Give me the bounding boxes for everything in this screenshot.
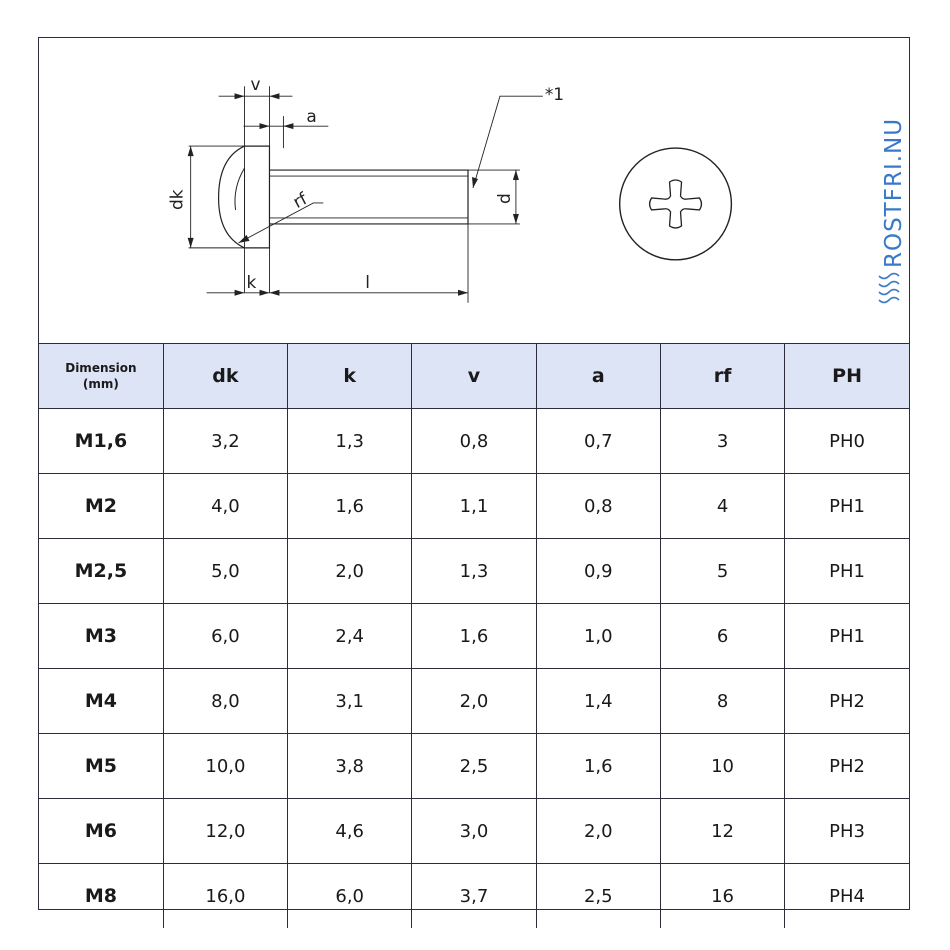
cell-dk: 8,0 — [163, 669, 287, 734]
header-a: a — [536, 344, 660, 409]
cell-ph: PH1 — [785, 604, 909, 669]
rf-leader — [239, 203, 324, 243]
cell-k: 1,6 — [288, 474, 412, 539]
cell-v: 0,8 — [412, 409, 536, 474]
table-row — [39, 864, 909, 929]
cell-k: 2,4 — [288, 604, 412, 669]
cell-rf: 6 — [660, 604, 784, 669]
table-row — [39, 669, 909, 734]
row-size: M6 — [39, 799, 163, 864]
cell-a: 1,0 — [536, 604, 660, 669]
screw-technical-drawing — [39, 38, 909, 343]
cell-dk: 3,2 — [163, 409, 287, 474]
cell-rf: 5 — [660, 539, 784, 604]
dim-line-dk — [189, 146, 245, 248]
table-row — [39, 734, 909, 799]
header-k: k — [288, 344, 412, 409]
cell-rf: 12 — [660, 799, 784, 864]
cell-dk: 6,0 — [163, 604, 287, 669]
cell-a: 0,8 — [536, 474, 660, 539]
cell-k: 2,0 — [288, 539, 412, 604]
header-dimension-unit: (mm) — [82, 377, 119, 391]
label-l: l — [365, 271, 370, 292]
cell-dk: 12,0 — [163, 799, 287, 864]
header-dk: dk — [163, 344, 287, 409]
label-rf: rf — [289, 188, 311, 213]
note-leader — [473, 96, 543, 188]
header-v: v — [412, 344, 536, 409]
screw-top-view — [620, 148, 732, 260]
phillips-recess-icon — [650, 180, 702, 228]
cell-v: 1,1 — [412, 474, 536, 539]
row-size: M1,6 — [39, 409, 163, 474]
table-row — [39, 474, 909, 539]
cell-v: 3,7 — [412, 864, 536, 929]
row-size: M2 — [39, 474, 163, 539]
cell-ph: PH3 — [785, 799, 909, 864]
label-k: k — [246, 271, 257, 292]
cell-k: 6,0 — [288, 864, 412, 929]
row-size: M8 — [39, 864, 163, 929]
cell-v: 1,6 — [412, 604, 536, 669]
cell-ph: PH2 — [785, 734, 909, 799]
cell-rf: 8 — [660, 669, 784, 734]
header-dimension-label: Dimension — [65, 361, 137, 375]
cell-a: 0,9 — [536, 539, 660, 604]
cell-dk: 4,0 — [163, 474, 287, 539]
cell-v: 2,0 — [412, 669, 536, 734]
label-d: d — [493, 193, 514, 204]
cell-rf: 4 — [660, 474, 784, 539]
cell-ph: PH2 — [785, 669, 909, 734]
cell-rf: 10 — [660, 734, 784, 799]
cell-k: 3,1 — [288, 669, 412, 734]
label-a: a — [306, 106, 317, 127]
table-row — [39, 539, 909, 604]
row-size: M5 — [39, 734, 163, 799]
cell-rf: 3 — [660, 409, 784, 474]
table-row — [39, 799, 909, 864]
header-ph: PH — [785, 344, 909, 409]
cell-a: 2,0 — [536, 799, 660, 864]
cell-k: 4,6 — [288, 799, 412, 864]
rostfri-logo — [867, 68, 907, 318]
table-row — [39, 604, 909, 669]
cell-dk: 16,0 — [163, 864, 287, 929]
header-dimension — [39, 344, 163, 409]
cell-rf: 16 — [660, 864, 784, 929]
cell-ph: PH1 — [785, 474, 909, 539]
cell-k: 1,3 — [288, 409, 412, 474]
wave-icon — [879, 274, 899, 303]
table-header-row — [39, 344, 909, 409]
cell-k: 3,8 — [288, 734, 412, 799]
cell-ph: PH0 — [785, 409, 909, 474]
label-v: v — [250, 74, 261, 95]
dimension-table — [39, 343, 909, 928]
cell-a: 1,6 — [536, 734, 660, 799]
cell-ph: PH4 — [785, 864, 909, 929]
cell-a: 0,7 — [536, 409, 660, 474]
cell-dk: 10,0 — [163, 734, 287, 799]
screw-head-recess — [235, 168, 245, 236]
row-size: M3 — [39, 604, 163, 669]
cell-dk: 5,0 — [163, 539, 287, 604]
row-size: M2,5 — [39, 539, 163, 604]
label-note: *1 — [544, 84, 565, 105]
header-rf: rf — [660, 344, 784, 409]
cell-v: 3,0 — [412, 799, 536, 864]
cell-v: 2,5 — [412, 734, 536, 799]
cell-a: 1,4 — [536, 669, 660, 734]
row-size: M4 — [39, 669, 163, 734]
logo-text: ROSTFRI.NU — [881, 117, 907, 268]
cell-a: 2,5 — [536, 864, 660, 929]
cell-v: 1,3 — [412, 539, 536, 604]
label-dk: dk — [166, 189, 187, 210]
spec-sheet — [38, 37, 910, 910]
table-row — [39, 409, 909, 474]
cell-ph: PH1 — [785, 539, 909, 604]
